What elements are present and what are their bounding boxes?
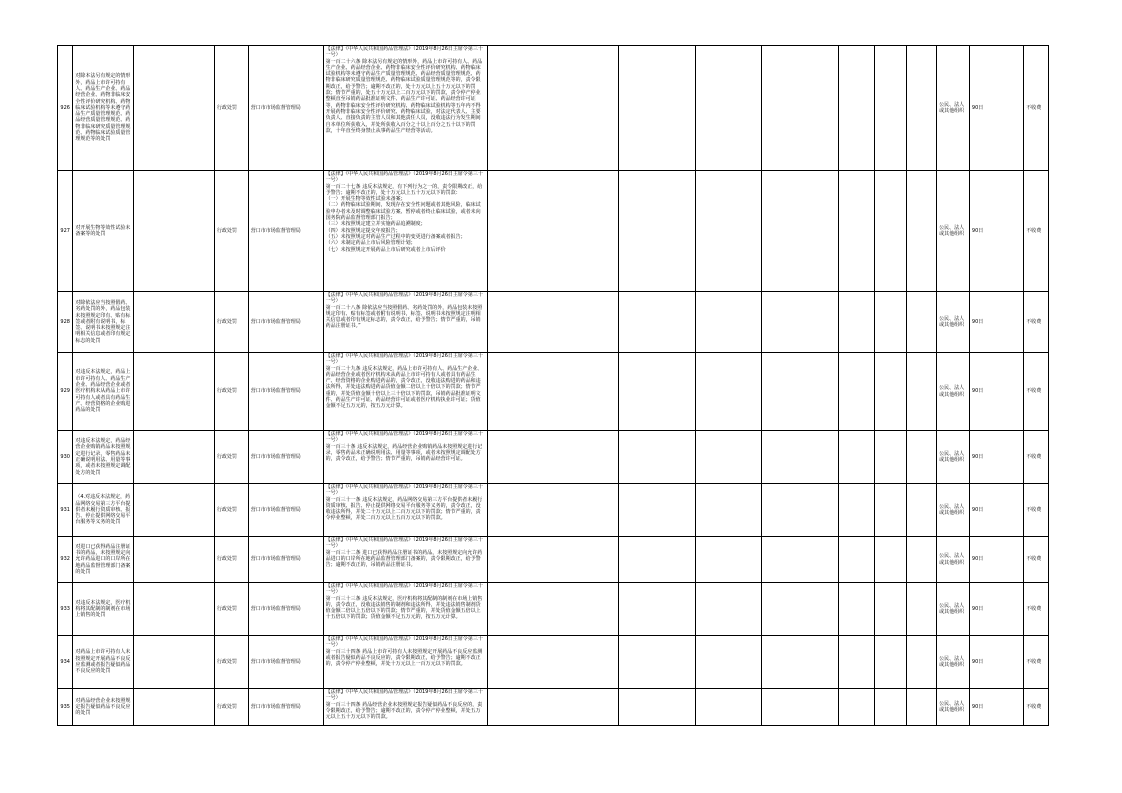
item-name: 对除本法另有规定的情形外，药品上市许可持有人、药品生产企业、药品经营企业、药物非临床安全性评价研究机构、药物临床试验机构等未遵守药品生产质量管理规范、药品经营质量管理规范、药物非临床研究质量管理规范、药物临床试验质量管理规范等的处罚 xyxy=(73,46,134,171)
item-type: 行政处罚 xyxy=(214,484,248,537)
item-type: 行政处罚 xyxy=(214,636,248,689)
implementing-department: 营口市市场监督管理局 xyxy=(248,583,323,636)
fee: 不收费 xyxy=(1024,583,1049,636)
empty-cell xyxy=(696,292,762,353)
legal-basis: 【法律】《中华人民共和国药品管理法》（2019年8月26日主席令第三十一号） 第一百三十一条 违反本法规定，药品网络交易第三方平台提供者未履行资质审核、报告、停止提供网络交易平台服务等义务的，责令改正，没收违法所得，并处二十万元以上二百万元以下的罚款；情节严重的，责令停业整顿，并处二百万元以上五百万元以下的罚款。 xyxy=(323,484,487,537)
implementing-department: 营口市市场监督管理局 xyxy=(248,46,323,171)
empty-cell xyxy=(761,292,838,353)
empty-cell xyxy=(696,431,762,484)
legal-basis: 【法律】《中华人民共和国药品管理法》（2019年8月26日主席令第三十一号） 第一百三十四条 药品上市许可持有人未按照规定开展药品不良反应监测或者报告疑似药品不良反应的，责令限期改正，给予警告；逾期不改正的，责令停产停业整顿，并处十万元以上一百万元以下的罚款。 xyxy=(323,636,487,689)
applicable-subject: 公民、法人或其他组织 xyxy=(937,353,970,431)
empty-cell xyxy=(907,171,937,292)
empty-cell xyxy=(874,292,907,353)
table-row xyxy=(58,636,1049,689)
item-name: 对药品上市许可持有人未按照规定开展药品不良反应监测或者报告疑似药品不良反应的处罚 xyxy=(73,636,134,689)
empty-cell xyxy=(696,583,762,636)
table-row xyxy=(58,689,1049,726)
empty-cell xyxy=(761,537,838,583)
empty-cell xyxy=(874,689,907,726)
empty-cell xyxy=(696,636,762,689)
applicable-subject: 公民、法人或其他组织 xyxy=(937,636,970,689)
empty-cell xyxy=(761,46,838,171)
empty-cell xyxy=(133,636,214,689)
empty-cell xyxy=(133,537,214,583)
empty-cell xyxy=(907,636,937,689)
empty-cell xyxy=(838,484,874,537)
item-type: 行政处罚 xyxy=(214,292,248,353)
time-limit: 90日 xyxy=(969,636,1023,689)
empty-cell xyxy=(133,292,214,353)
time-limit: 90日 xyxy=(969,431,1023,484)
empty-cell xyxy=(761,583,838,636)
item-type: 行政处罚 xyxy=(214,537,248,583)
time-limit: 90日 xyxy=(969,353,1023,431)
empty-cell xyxy=(874,484,907,537)
row-number: 927 xyxy=(58,171,73,292)
time-limit: 90日 xyxy=(969,583,1023,636)
empty-cell xyxy=(133,431,214,484)
legal-basis: 【法律】《中华人民共和国药品管理法》（2019年8月26日主席令第三十一号） 第一百二十八条 除依法应当按照假药、劣药处罚的外，药品包装未按照规定印有、贴有标签或者附有说明书，标签、说明书未按照规定注明相关信息或者印有规定标志的，责令改正，给予警告；情节严重的，吊销药品注册证书。” xyxy=(323,292,487,353)
fee: 不收费 xyxy=(1024,537,1049,583)
empty-cell xyxy=(487,636,618,689)
empty-cell xyxy=(696,484,762,537)
empty-cell xyxy=(487,292,618,353)
implementing-department: 营口市市场监督管理局 xyxy=(248,353,323,431)
empty-cell xyxy=(907,689,937,726)
row-number: 934 xyxy=(58,636,73,689)
fee: 不收费 xyxy=(1024,292,1049,353)
empty-cell xyxy=(133,484,214,537)
legal-basis: 【法律】《中华人民共和国药品管理法》（2019年8月26日主席令第三十一号） 第一百二十九条 违反本法规定，药品上市许可持有人、药品生产企业、药品经营企业或者医疗机构未从药品上市许可持有人或者具有药品生产、经营资格的企业购进药品的，责令改正，没收违法购进的药品和违法所得，并处违法购进药品货值金额二倍以上十倍以下的罚款；情节严重的，并处货值金额十倍以上三十倍以下的罚款，吊销药品批准证明文件、药品生产许可证、药品经营许可证或者医疗机构执业许可证；货值金额不足五万元的，按五万元计算。 xyxy=(323,353,487,431)
legal-basis: 【法律】《中华人民共和国药品管理法》（2019年8月26日主席令第三十一号） 第一百三十三条 违反本法规定，医疗机构将其配制的制剂在市场上销售的，责令改正，没收违法销售的制剂和违法所得，并处违法销售制剂货值金额二倍以上五倍以下的罚款；情节严重的，并处货值金额五倍以上十五倍以下的罚款；货值金额不足五万元的，按五万元计算。 xyxy=(323,583,487,636)
empty-cell xyxy=(133,46,214,171)
empty-cell xyxy=(761,171,838,292)
row-number: 929 xyxy=(58,353,73,431)
empty-cell xyxy=(696,353,762,431)
table-row xyxy=(58,353,1049,431)
legal-basis: 【法律】《中华人民共和国药品管理法》（2019年8月26日主席令第三十一号） 第一百二十七条 违反本法规定，有下列行为之一的，责令限期改正，给予警告；逾期不改正的，处十万元以上五十万元以下的罚款： （一）开展生物等效性试验未备案； （二）药物临床试验期间，发现存在安全性问题或者其他风险，临床试验申办者未及时调整临床试验方案、暂停或者终止临床试验，或者未向国务院药品监督管理部门报告； （三）未按照规定建立并实施药品追溯制度； （四）未按照规定提交年度报告； （五）未按照规定对药品生产过程中的变更进行备案或者报告； （六）未制定药品上市后风险管理计划； （七）未按照规定开展药品上市后研究或者上市后评价 xyxy=(323,171,487,292)
table-row xyxy=(58,292,1049,353)
empty-cell xyxy=(487,46,618,171)
empty-cell xyxy=(874,583,907,636)
empty-cell xyxy=(696,689,762,726)
item-type: 行政处罚 xyxy=(214,46,248,171)
empty-cell xyxy=(838,689,874,726)
item-type: 行政处罚 xyxy=(214,171,248,292)
applicable-subject: 公民、法人或其他组织 xyxy=(937,431,970,484)
fee: 不收费 xyxy=(1024,431,1049,484)
applicable-subject: 公民、法人或其他组织 xyxy=(937,537,970,583)
table-row xyxy=(58,537,1049,583)
empty-cell xyxy=(874,537,907,583)
item-type: 行政处罚 xyxy=(214,689,248,726)
empty-cell xyxy=(907,431,937,484)
empty-cell xyxy=(838,292,874,353)
applicable-subject: 公民、法人或其他组织 xyxy=(937,292,970,353)
item-name: 对违反本法规定，药品经营企业购销药品未按照规定进行记录，零售药品未正确说明用法、用量等事项，或者未按照规定调配处方的处罚 xyxy=(73,431,134,484)
empty-cell xyxy=(619,689,696,726)
empty-cell xyxy=(838,583,874,636)
applicable-subject: 公民、法人或其他组织 xyxy=(937,46,970,171)
row-number: 933 xyxy=(58,583,73,636)
empty-cell xyxy=(838,431,874,484)
implementing-department: 营口市市场监督管理局 xyxy=(248,171,323,292)
fee: 不收费 xyxy=(1024,689,1049,726)
empty-cell xyxy=(761,353,838,431)
empty-cell xyxy=(619,537,696,583)
empty-cell xyxy=(619,46,696,171)
time-limit: 90日 xyxy=(969,46,1023,171)
implementing-department: 营口市市场监督管理局 xyxy=(248,636,323,689)
empty-cell xyxy=(761,431,838,484)
time-limit: 90日 xyxy=(969,292,1023,353)
empty-cell xyxy=(487,689,618,726)
table-row xyxy=(58,583,1049,636)
table-row xyxy=(58,171,1049,292)
empty-cell xyxy=(619,353,696,431)
table-row xyxy=(58,46,1049,171)
applicable-subject: 公民、法人或其他组织 xyxy=(937,689,970,726)
item-name: 对进口已获得药品注册证书的药品，未按照规定向允许药品进口的口岸所在地药品监督管理部门备案的处罚 xyxy=(73,537,134,583)
time-limit: 90日 xyxy=(969,689,1023,726)
table-row xyxy=(58,431,1049,484)
empty-cell xyxy=(133,171,214,292)
row-number: 932 xyxy=(58,537,73,583)
item-name: 对药品经营企业未按照规定报告疑似药品不良反应的处罚 xyxy=(73,689,134,726)
item-type: 行政处罚 xyxy=(214,431,248,484)
time-limit: 90日 xyxy=(969,484,1023,537)
applicable-subject: 公民、法人或其他组织 xyxy=(937,171,970,292)
empty-cell xyxy=(619,292,696,353)
item-name: 对违反本法规定，医疗机构将其配制的制剂在市场上销售的处罚 xyxy=(73,583,134,636)
row-number: 926 xyxy=(58,46,73,171)
implementing-department: 营口市市场监督管理局 xyxy=(248,537,323,583)
time-limit: 90日 xyxy=(969,171,1023,292)
legal-basis: 【法律】《中华人民共和国药品管理法》（2019年8月26日主席令第三十一号） 第一百三十条 违反本法规定，药品经营企业购销药品未按照规定进行记录，零售药品未正确说明用法、用量等事项，或者未按照规定调配处方的，责令改正，给予警告；情节严重的，吊销药品经营许可证。 xyxy=(323,431,487,484)
empty-cell xyxy=(619,431,696,484)
time-limit: 90日 xyxy=(969,537,1023,583)
implementing-department: 营口市市场监督管理局 xyxy=(248,431,323,484)
empty-cell xyxy=(619,171,696,292)
empty-cell xyxy=(874,431,907,484)
empty-cell xyxy=(907,537,937,583)
empty-cell xyxy=(838,171,874,292)
empty-cell xyxy=(874,46,907,171)
item-name: 对开展生物等效性试验未备案等的处罚 xyxy=(73,171,134,292)
empty-cell xyxy=(761,636,838,689)
empty-cell xyxy=(907,583,937,636)
empty-cell xyxy=(761,689,838,726)
empty-cell xyxy=(907,484,937,537)
implementing-department: 营口市市场监督管理局 xyxy=(248,689,323,726)
empty-cell xyxy=(696,46,762,171)
empty-cell xyxy=(874,353,907,431)
empty-cell xyxy=(874,636,907,689)
implementing-department: 营口市市场监督管理局 xyxy=(248,292,323,353)
fee: 不收费 xyxy=(1024,353,1049,431)
empty-cell xyxy=(696,171,762,292)
legal-basis: 【法律】《中华人民共和国药品管理法》（2019年8月26日主席令第三十一号） 第一百三十四条 药品经营企业未按照规定报告疑似药品不良反应的，责令限期改正，给予警告；逾期不改正的，责令停产停业整顿，并处五万元以上五十万元以下的罚款。 xyxy=(323,689,487,726)
empty-cell xyxy=(619,583,696,636)
fee: 不收费 xyxy=(1024,636,1049,689)
empty-cell xyxy=(907,46,937,171)
empty-cell xyxy=(619,636,696,689)
item-type: 行政处罚 xyxy=(214,583,248,636)
table-row xyxy=(58,484,1049,537)
legal-basis: 【法律】《中华人民共和国药品管理法》（2019年8月26日主席令第三十一号） 第一百三十二条 进口已获得药品注册证书的药品，未按照规定向允许药品进口的口岸所在地药品监督管理部门备案的，责令限期改正，给予警告；逾期不改正的，吊销药品注册证书。 xyxy=(323,537,487,583)
empty-cell xyxy=(838,353,874,431)
empty-cell xyxy=(874,171,907,292)
empty-cell xyxy=(838,537,874,583)
empty-cell xyxy=(487,583,618,636)
empty-cell xyxy=(487,537,618,583)
empty-cell xyxy=(133,583,214,636)
empty-cell xyxy=(907,353,937,431)
empty-cell xyxy=(696,537,762,583)
item-name: 对违反本法规定，药品上市许可持有人、药品生产企业、药品经营企业或者医疗机构未从药品上市许可持有人或者具有药品生产、经营资格的企业购进药品的处罚 xyxy=(73,353,134,431)
fee: 不收费 xyxy=(1024,46,1049,171)
item-name: 对除依法应当按照假药、劣药处罚的外，药品包装未按照规定印有、贴有标签或者附有说明书，标签、说明书未按照规定注明相关信息或者印有规定标志的处罚 xyxy=(73,292,134,353)
legal-basis: 【法律】《中华人民共和国药品管理法》（2019年8月26日主席令第三十一号） 第一百二十六条 除本法另有规定的情形外，药品上市许可持有人、药品生产企业、药品经营企业、药物非临床安全性评价研究机构、药物临床试验机构等未遵守药品生产质量管理规范、药品经营质量管理规范、药物非临床研究质量管理规范、药物临床试验质量管理规范等的，责令限期改正，给予警告；逾期不改正的，处十万元以上五十万元以下的罚款；情节严重的，处五十万元以上二百万元以下的罚款，责令停产停业整顿直至吊销药品批准证明文件、药品生产许可证、药品经营许可证等，药物非临床安全性评价研究机构、药物临床试验机构等五年内不得开展药物非临床安全性评价研究、药物临床试验，对法定代表人、主要负责人、直接负责的主管人员和其他责任人员，没收违法行为发生期间自本单位所获收入，并处所获收入百分之十以上百分之五十以下的罚款，十年直至终身禁止从事药品生产经营等活动。 xyxy=(323,46,487,171)
empty-cell xyxy=(487,353,618,431)
empty-cell xyxy=(133,689,214,726)
applicable-subject: 公民、法人或其他组织 xyxy=(937,583,970,636)
implementing-department: 营口市市场监督管理局 xyxy=(248,484,323,537)
permission-list-table xyxy=(57,45,1049,726)
row-number: 935 xyxy=(58,689,73,726)
row-number: 928 xyxy=(58,292,73,353)
empty-cell xyxy=(907,292,937,353)
empty-cell xyxy=(487,431,618,484)
empty-cell xyxy=(838,636,874,689)
fee: 不收费 xyxy=(1024,484,1049,537)
empty-cell xyxy=(838,46,874,171)
item-name: （4.对违反本法规定，药品网络交易第三方平台提供者未履行资质审核、报告、停止提供网络交易平台服务等义务的处罚 xyxy=(73,484,134,537)
empty-cell xyxy=(487,171,618,292)
applicable-subject: 公民、法人或其他组织 xyxy=(937,484,970,537)
empty-cell xyxy=(761,484,838,537)
row-number: 930 xyxy=(58,431,73,484)
row-number: 931 xyxy=(58,484,73,537)
item-type: 行政处罚 xyxy=(214,353,248,431)
fee: 不收费 xyxy=(1024,171,1049,292)
empty-cell xyxy=(487,484,618,537)
empty-cell xyxy=(133,353,214,431)
empty-cell xyxy=(619,484,696,537)
